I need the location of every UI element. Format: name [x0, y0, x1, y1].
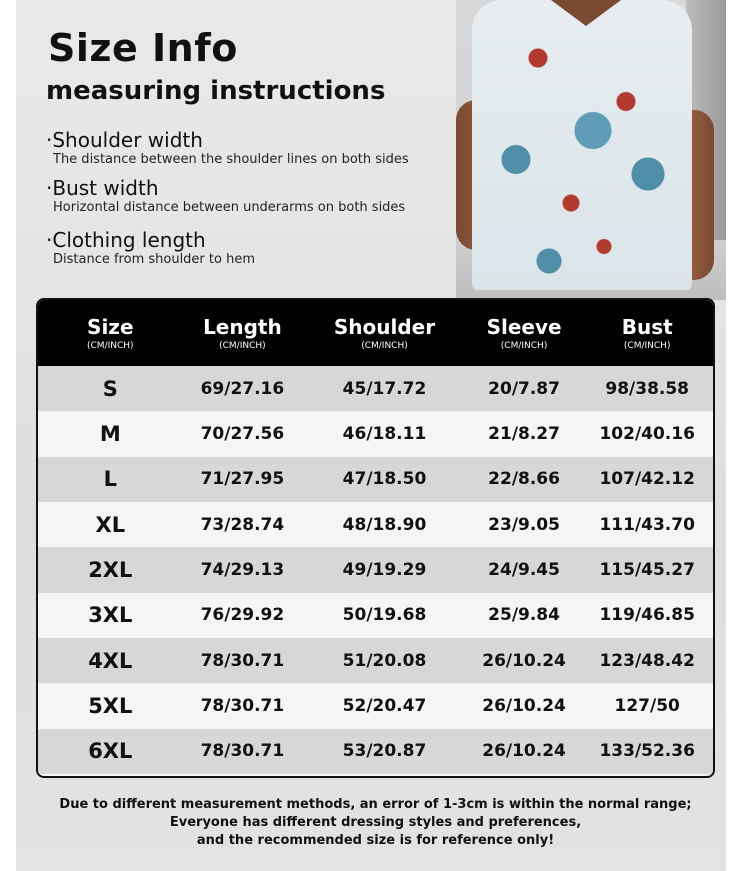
size-table [36, 298, 715, 778]
table-row [38, 411, 713, 456]
shoulder-cell: 50/19.68 [342, 605, 427, 626]
shoulder-cell: 49/19.29 [342, 560, 427, 581]
column-label: Shoulder [333, 315, 436, 339]
size-cell: XL [95, 512, 126, 537]
shoulder-cell: 52/20.47 [342, 696, 427, 717]
length-cell: 74/29.13 [200, 560, 285, 581]
table-row [38, 366, 713, 411]
bust-cell: 127/50 [614, 696, 680, 717]
length-cell: 71/27.95 [200, 469, 285, 490]
christmas-print-shirt [472, 0, 692, 290]
table-row [38, 729, 713, 774]
bust-cell: 119/46.85 [599, 605, 695, 626]
measure-heading: ·Clothing length [46, 228, 206, 252]
length-cell: 69/27.16 [200, 378, 285, 399]
length-cell: 78/30.71 [200, 650, 285, 671]
size-table-header [38, 300, 713, 366]
bust-cell: 107/42.12 [599, 469, 695, 490]
column-unit: (CM/INCH) [623, 341, 671, 351]
shoulder-cell: 47/18.50 [342, 469, 427, 490]
size-disclaimer [36, 796, 715, 850]
table-row [38, 457, 713, 502]
length-cell: 76/29.92 [200, 605, 285, 626]
measure-description: The distance between the shoulder lines on both sides [53, 152, 409, 167]
table-row [38, 593, 713, 638]
bust-cell: 98/38.58 [605, 378, 690, 399]
column-unit: (CM/INCH) [500, 341, 548, 351]
column-unit: (CM/INCH) [87, 341, 134, 351]
sleeve-cell: 21/8.27 [488, 424, 560, 445]
measure-heading: ·Bust width [46, 176, 159, 200]
bust-cell: 111/43.70 [599, 514, 695, 535]
measure-heading: ·Shoulder width [46, 128, 203, 152]
shoulder-cell: 48/18.90 [342, 514, 427, 535]
size-cell: S [102, 376, 118, 401]
sleeve-cell: 26/10.24 [482, 741, 566, 762]
size-table-body [38, 366, 713, 774]
table-row [38, 683, 713, 728]
measure-shoulder-width [46, 128, 409, 168]
column-header-length [183, 300, 303, 366]
table-row [38, 547, 713, 592]
length-cell: 73/28.74 [200, 514, 285, 535]
page-title: Size Info [48, 26, 238, 70]
sleeve-cell: 25/9.84 [488, 605, 560, 626]
sleeve-cell: 20/7.87 [488, 378, 560, 399]
bust-cell: 102/40.16 [599, 424, 695, 445]
column-unit: (CM/INCH) [361, 341, 408, 351]
bust-cell: 133/52.36 [599, 741, 695, 762]
sleeve-cell: 23/9.05 [488, 514, 560, 535]
page-subtitle: measuring instructions [46, 76, 386, 106]
length-cell: 78/30.71 [200, 696, 285, 717]
column-label: Length [203, 315, 282, 339]
sleeve-cell: 24/9.45 [488, 560, 560, 581]
disclaimer-line: and the recommended size is for reference only! [196, 833, 555, 848]
shoulder-cell: 46/18.11 [342, 424, 427, 445]
size-cell: 4XL [88, 648, 133, 673]
length-cell: 70/27.56 [200, 424, 285, 445]
size-cell: L [103, 467, 117, 492]
bust-cell: 115/45.27 [599, 560, 695, 581]
sleeve-cell: 26/10.24 [482, 650, 566, 671]
size-cell: M [99, 422, 121, 447]
measure-description: Distance from shoulder to hem [53, 252, 255, 267]
disclaimer-line: Due to different measurement methods, an error of 1-3cm is within the normal range; [59, 797, 692, 812]
column-header-shoulder [302, 300, 467, 366]
shoulder-cell: 45/17.72 [342, 378, 427, 399]
size-cell: 5XL [88, 694, 133, 719]
column-label: Bust [621, 315, 673, 339]
measure-clothing-length [46, 228, 255, 268]
table-row [38, 638, 713, 683]
size-cell: 6XL [88, 739, 133, 764]
sleeve-cell: 26/10.24 [482, 696, 566, 717]
size-info-page [16, 0, 726, 871]
shoulder-cell: 51/20.08 [342, 650, 427, 671]
size-cell: 2XL [88, 558, 133, 583]
column-header-sleeve [467, 300, 582, 366]
sleeve-cell: 22/8.66 [488, 469, 560, 490]
shoulder-cell: 53/20.87 [342, 741, 427, 762]
column-unit: (CM/INCH) [219, 341, 266, 351]
size-cell: 3XL [88, 603, 133, 628]
bust-cell: 123/48.42 [599, 650, 695, 671]
column-header-size [38, 300, 183, 366]
table-row [38, 502, 713, 547]
disclaimer-line: Everyone has different dressing styles and preferences, [169, 815, 582, 830]
measure-description: Horizontal distance between underarms on both sides [53, 200, 406, 215]
model-shirt-photo [456, 0, 726, 300]
column-label: Size [87, 315, 134, 339]
measure-bust-width [46, 176, 405, 216]
length-cell: 78/30.71 [200, 741, 285, 762]
column-header-bust [581, 300, 713, 366]
column-label: Sleeve [486, 315, 562, 339]
